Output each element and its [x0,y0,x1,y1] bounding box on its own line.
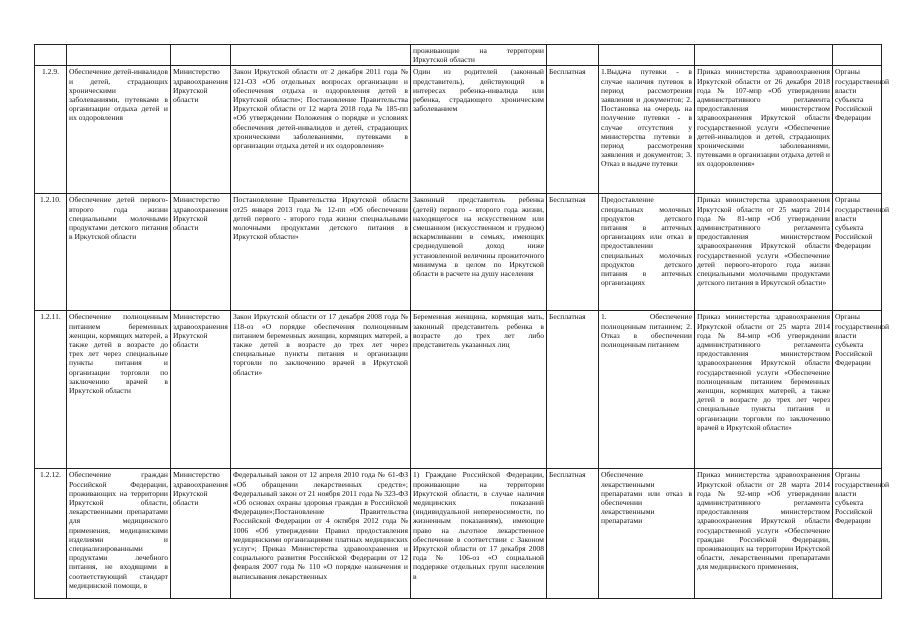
cell-result: Обеспечение лекарственными препаратами или отказ в обеспечении лекарственными препаратами [599,469,695,599]
cell-org: Министерство здравоохранения Иркутской области [171,311,231,469]
cell-org: Министерство здравоохранения Иркутской области [171,469,231,599]
cell-regulation: Приказ министерства здравоохранения Иркутской области от 25 марта 2014 года № 81-мпр «Об утверждении административного регламента предоставления министерством здравоохранения Иркутской области государственной услуги «Обеспечение детей первого-второго года жизни специальными молочными продуктами детского питания в Иркутской области» [695,194,833,311]
cell-recipients: Законный представитель ребенка (детей) первого - второго года жизни, находящегося на искусственном или смешанном (искусственном и грудном) вскармливании в семьях, имеющих среднедушевой доход ниже установленной величины прожиточного минимума в целом по Иркутской области в расчете на душу населения [411,194,547,311]
cell-org [171,45,231,66]
cell-num [35,45,67,66]
cell-level: Органы государственной власти субъекта Российской Федерации [833,469,882,599]
cell-regulation: Приказ министерства здравоохранения Иркутской области от 26 декабря 2018 года № 107-мпр «Об утверждении административного регламента предоставления министерством здравоохранения Иркутской области государственной услуги «Обеспечение детей-инвалидов и детей, страдающих хроническими заболеваниями, путевками в организации отдыха детей и их оздоровления» [695,66,833,194]
cell-num: 1.2.9. [35,66,67,194]
cell-payment: Бесплатная [547,469,599,599]
cell-payment: Бесплатная [547,311,599,469]
cell-law: Федеральный закон от 12 апреля 2010 года № 61-ФЗ «Об обращении лекарственных средств»; Федеральный закон от 21 ноября 2011 года № 323-ФЗ «Об основах охраны здоровья граждан в Российской Федерации»;Постановление Правительства Российской Федерации от 4 октября 2012 года № 1006 «Об утверждении Правил предоставления медицинскими организациями платных медицинских услуг»; Приказ Министерства здравоохранения и социального развития Российской Федерации от 12 февраля 2007 года № 110 «О порядке назначения и выписывания лекарственных [231,469,411,599]
cell-regulation [695,45,833,66]
cell-recipients: Один из родителей (законный представитель), действующий в интересах ребенка-инвалида или ребенка, страдающего хроническим заболеванием [411,66,547,194]
cell-recipients: Беременная женщина, кормящая мать, законный представитель ребенка в возрасте до трех лет либо представитель указанных лиц [411,311,547,469]
table-row [35,194,882,311]
cell-level: Органы государственной власти субъекта Российской Федерации [833,311,882,469]
cell-result [599,45,695,66]
cell-service: Обеспечение граждан Российской Федерации, проживающих на территории Иркутской области, лекарственными препаратами для медицинского применения, медицинскими изделиями и специализированными продуктами лечебного питания, не входящими в соответствующий стандарт медицинской помощи, в [67,469,171,599]
cell-result: 1.Выдача путевки - в случае наличия путевок в период рассмотрения заявления и документов; 2. Постановка на очередь на получение путевки - в случае отсутствия у министерства путевки в период рассмотрения заявления и документов; 3. Отказ в выдаче путевки [599,66,695,194]
cell-payment: Бесплатная [547,66,599,194]
cell-law: Закон Иркутской области от 17 декабря 2008 года № 118-оз «О порядке обеспечения полноценным питанием беременных женщин, кормящих матерей, а также детей в возрасте до трех лет через специальные пункты питания и организации торговли по заключению врачей в Иркутской области» [231,311,411,469]
cell-num: 1.2.12. [35,469,67,599]
cell-recipients: проживающие на территории Иркутской области [411,45,547,66]
cell-service: Обеспечение полноценным питанием беременных женщин, кормящих матерей, а также детей в возрасте до трех лет через специальные пункты питания и организации торговли по заключению врачей в Иркутской области [67,311,171,469]
cell-level: Органы государственной власти субъекта Российской Федерации [833,194,882,311]
cell-org: Министерство здравоохранения Иркутской области [171,194,231,311]
cell-law: Закон Иркутской области от 2 декабря 2011 года № 121-ОЗ «Об отдельных вопросах организации и обеспечения отдыха и оздоровления детей в Иркутской области»; Постановление Правительства Иркутской области от 12 марта 2018 года № 185-пп «Об утверждении Положения о порядке и условиях обеспечения детей-инвалидов и детей, страдающих хроническими заболеваниями, путевками в организации отдыха детей и их оздоровления» [231,66,411,194]
cell-regulation: Приказ министерства здравоохранения Иркутской области от 28 марта 2014 года № 92-мпр «Об утверждении административного регламента предоставления министерством здравоохранения Иркутской области государственной услуги «Обеспечение граждан Российской Федерации, проживающих на территории Иркутской области, лекарственными препаратами для медицинского применения, [695,469,833,599]
cell-service: Обеспечение детей первого-второго года жизни специальными молочными продуктами детского питания в Иркутской области [67,194,171,311]
cell-level: Органы государственной власти субъекта Российской Федерации [833,66,882,194]
cell-result: Предоставление специальных молочных продуктов детского питания в аптечных организациях или отказ в предоставлении специальных молочных продуктов детского питания в аптечных организациях [599,194,695,311]
cell-payment: Бесплатная [547,194,599,311]
cell-service: Обеспечение детей-инвалидов и детей, страдающих хроническими заболеваниями, путевками в организации отдыха детей и их оздоровления [67,66,171,194]
cell-law [231,45,411,66]
cell-service [67,45,171,66]
continuation-row [35,45,882,66]
cell-org: Министерство здравоохранения Иркутской области [171,66,231,194]
cell-law: Постановление Правительства Иркутской области от25 января 2013 года № 12-пп «Об обеспечении детей первого - второго года жизни специальными молочными продуктами детского питания в Иркутской области» [231,194,411,311]
cell-payment [547,45,599,66]
cell-recipients: 1) Граждане Российской Федерации, проживающие на территории Иркутской области, в случае наличия медицинских показаний (индивидуальной непереносимости, по жизненным показаниям), имеющие право на льготное лекарственное обеспечение в соответствии с Законом Иркутской области от 17 декабря 2008 года № 106-оз «О социальной поддержке отдельных групп населения в [411,469,547,599]
cell-level [833,45,882,66]
services-table [34,44,890,599]
table-row [35,66,882,194]
cell-result: 1. Обеспечение полноценным питанием; 2. Отказ в обеспечении полноценным питанием [599,311,695,469]
cell-num: 1.2.10. [35,194,67,311]
cell-num: 1.2.11. [35,311,67,469]
table-row [35,311,882,469]
table-row [35,469,882,599]
cell-regulation: Приказ министерства здравоохранения Иркутской области от 25 марта 2014 года № 84-мпр «Об утверждении административного регламента предоставления министерством здравоохранения Иркутской области государственной услуги «Обеспечение полноценным питанием беременных женщин, кормящих матерей, а также детей в возрасте до трех лет через специальные пункты питания и организации торговли по заключению врачей в Иркутской области» [695,311,833,469]
